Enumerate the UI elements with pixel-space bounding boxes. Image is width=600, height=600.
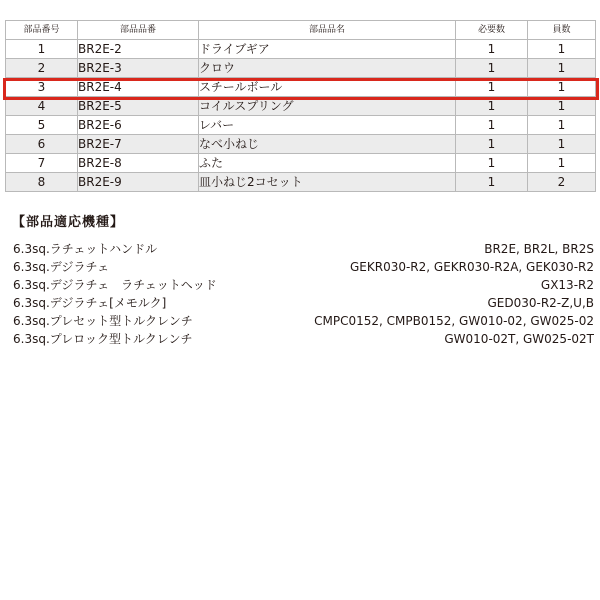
cell-quantity: 1 — [528, 116, 596, 135]
cell-part-name: コイルスプリング — [199, 97, 456, 116]
cell-quantity: 1 — [528, 78, 596, 97]
model-codes: GW010-02T, GW025-02T — [444, 332, 594, 346]
cell-part-name: レバー — [199, 116, 456, 135]
cell-part-code: BR2E-5 — [78, 97, 199, 116]
cell-part-name: ふた — [199, 154, 456, 173]
model-name: 6.3sq.プレロック型トルクレンチ — [13, 332, 193, 346]
header-part-name: 部品品名 — [199, 21, 456, 40]
list-item — [13, 312, 594, 330]
cell-required-count: 1 — [456, 116, 528, 135]
row-highlight-frame — [3, 78, 599, 100]
cell-quantity: 1 — [528, 135, 596, 154]
header-quantity: 員数 — [528, 21, 596, 40]
cell-part-code: BR2E-7 — [78, 135, 199, 154]
header-part-number: 部品番号 — [6, 21, 78, 40]
cell-quantity: 1 — [528, 40, 596, 59]
cell-part-number: 8 — [6, 173, 78, 192]
cell-part-code: BR2E-4 — [78, 78, 199, 97]
model-codes: GX13-R2 — [540, 278, 594, 292]
cell-part-number: 5 — [6, 116, 78, 135]
cell-part-code: BR2E-6 — [78, 116, 199, 135]
list-item — [13, 240, 594, 258]
table-header-row — [6, 21, 596, 40]
cell-required-count: 1 — [456, 78, 528, 97]
cell-quantity: 1 — [528, 154, 596, 173]
cell-part-code: BR2E-3 — [78, 59, 199, 78]
cell-part-code: BR2E-8 — [78, 154, 199, 173]
cell-quantity: 1 — [528, 59, 596, 78]
model-codes: GED030-R2-Z,U,B — [487, 296, 594, 310]
cell-part-name: クロウ — [199, 59, 456, 78]
header-part-code: 部品品番 — [78, 21, 199, 40]
cell-part-number: 3 — [6, 78, 78, 97]
list-item — [13, 330, 594, 348]
list-item — [13, 258, 594, 276]
model-codes: GEKR030-R2, GEKR030-R2A, GEK030-R2 — [349, 260, 594, 274]
table-row — [6, 59, 596, 78]
cell-part-code: BR2E-2 — [78, 40, 199, 59]
cell-required-count: 1 — [456, 173, 528, 192]
model-name: 6.3sq.プレセット型トルクレンチ — [13, 314, 193, 328]
list-item — [13, 294, 594, 312]
table-row — [6, 173, 596, 192]
cell-part-number: 2 — [6, 59, 78, 78]
applicable-models-list — [13, 240, 594, 348]
cell-part-number: 1 — [6, 40, 78, 59]
cell-part-number: 6 — [6, 135, 78, 154]
cell-part-number: 4 — [6, 97, 78, 116]
model-name: 6.3sq.デジラチェ ラチェットヘッド — [13, 278, 217, 292]
model-codes: CMPC0152, CMPB0152, GW010-02, GW025-02 — [314, 314, 594, 328]
cell-part-code: BR2E-9 — [78, 173, 199, 192]
parts-table — [5, 20, 596, 192]
applicable-models-title: 【部品適応機種】 — [12, 215, 125, 230]
cell-required-count: 1 — [456, 135, 528, 154]
cell-part-name: ドライブギア — [199, 40, 456, 59]
table-row — [6, 40, 596, 59]
cell-quantity: 2 — [528, 173, 596, 192]
cell-quantity: 1 — [528, 97, 596, 116]
cell-part-number: 7 — [6, 154, 78, 173]
cell-part-name: 皿小ねじ2コセット — [199, 173, 456, 192]
cell-part-name: なべ小ねじ — [199, 135, 456, 154]
cell-required-count: 1 — [456, 59, 528, 78]
cell-required-count: 1 — [456, 97, 528, 116]
cell-required-count: 1 — [456, 40, 528, 59]
table-row — [6, 154, 596, 173]
model-name: 6.3sq.ラチェットハンドル — [13, 242, 158, 256]
model-name: 6.3sq.デジラチェ[メモルク] — [13, 296, 167, 310]
table-row — [6, 135, 596, 154]
table-row — [6, 116, 596, 135]
list-item — [13, 276, 594, 294]
model-codes: BR2E, BR2L, BR2S — [484, 242, 594, 256]
model-name: 6.3sq.デジラチェ — [13, 260, 110, 274]
header-required-count: 必要数 — [456, 21, 528, 40]
cell-part-name: スチールボール — [199, 78, 456, 97]
cell-required-count: 1 — [456, 154, 528, 173]
